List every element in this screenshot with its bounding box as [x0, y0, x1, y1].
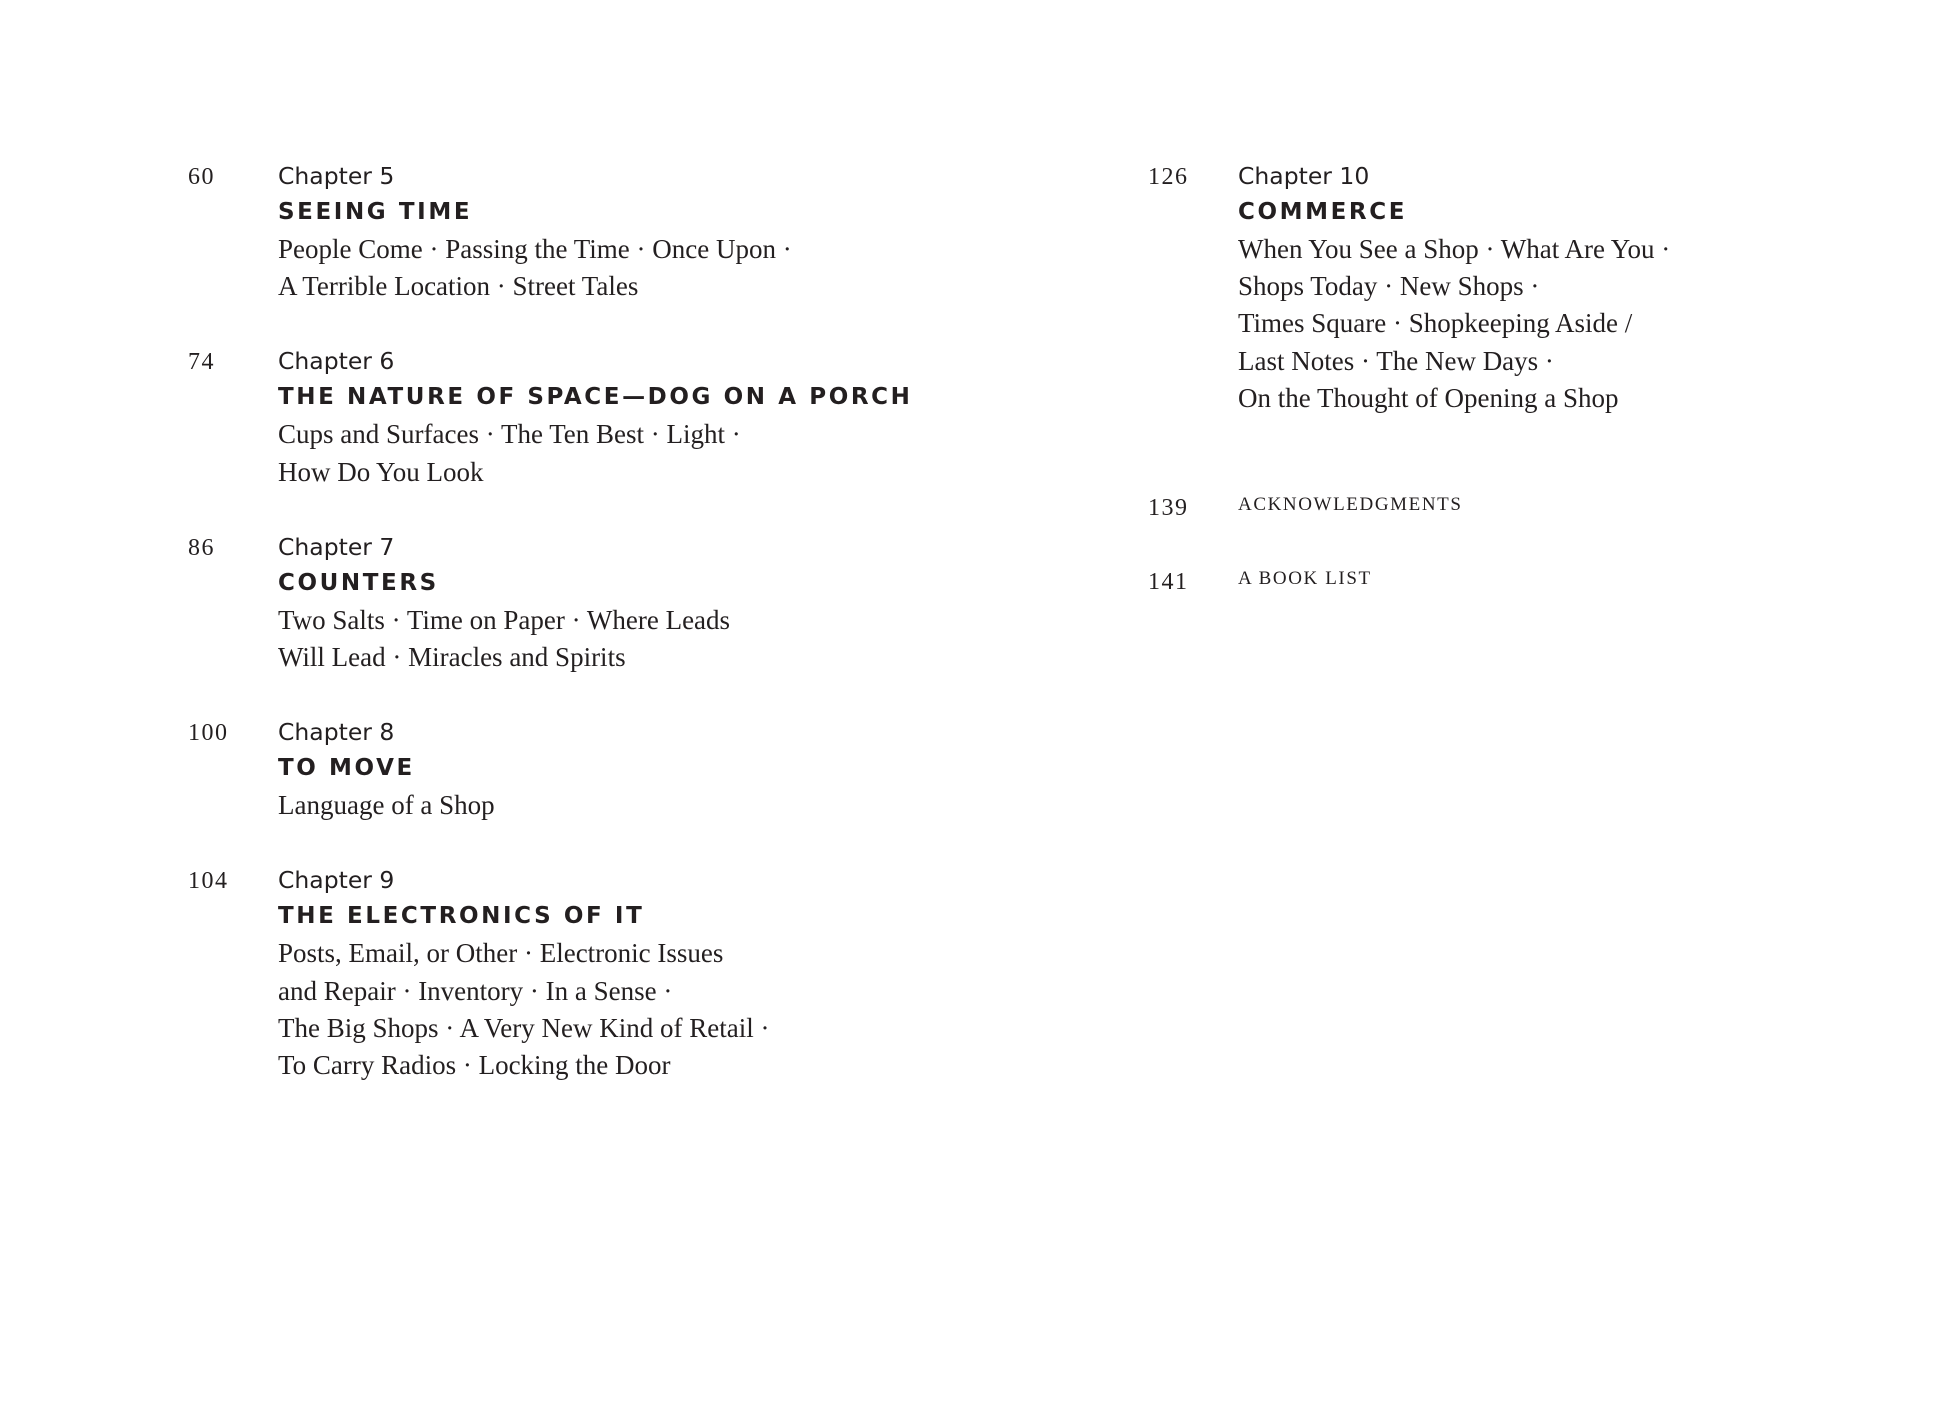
section-list-line: and Repair · Inventory · In a Sense · — [278, 975, 673, 1006]
section-list-line: When You See a Shop · What Are You · — [1238, 234, 1671, 264]
page-number: 104 — [188, 868, 229, 895]
section-list-line: Shops Today · New Shops · — [1238, 271, 1540, 302]
page-number: 100 — [188, 720, 229, 747]
chapter-title: TO MOVE — [278, 755, 415, 782]
toc-entry-chapter-9[interactable] — [188, 862, 1008, 1084]
chapter-title: THE ELECTRONICS OF IT — [278, 903, 645, 930]
back-matter-title: ACKNOWLEDGMENTS — [1238, 494, 1463, 516]
section-list-line: Language of a Shop — [278, 790, 495, 821]
toc-entry-chapter-7[interactable] — [188, 529, 1008, 676]
toc-entry-book-list[interactable] — [1148, 563, 1908, 595]
back-matter-title: A BOOK LIST — [1238, 568, 1372, 590]
toc-entry-chapter-10[interactable] — [1148, 158, 1908, 417]
section-list-line: Posts, Email, or Other · Electronic Issues — [278, 938, 724, 969]
page-number: 126 — [1148, 164, 1189, 190]
toc-right-column — [1148, 158, 1908, 595]
chapter-label: Chapter 6 — [278, 347, 395, 376]
chapter-label: Chapter 5 — [278, 162, 395, 190]
toc-entry-acknowledgments[interactable] — [1148, 489, 1908, 521]
section-list-line: How Do You Look — [278, 456, 484, 487]
section-list-line: Two Salts · Time on Paper · Where Leads — [278, 604, 731, 635]
page-number: 74 — [188, 349, 215, 376]
chapter-label: Chapter 9 — [278, 866, 395, 895]
section-list-line: A Terrible Location · Street Tales — [278, 271, 639, 302]
page-number: 139 — [1148, 495, 1189, 522]
chapter-label: Chapter 7 — [278, 532, 395, 561]
chapter-title: COMMERCE — [1238, 199, 1408, 225]
toc-entry-chapter-6[interactable] — [188, 343, 1008, 490]
section-list-line: The Big Shops · A Very New Kind of Retail · — [278, 1012, 770, 1043]
section-list-line: Will Lead · Miracles and Spirits — [278, 642, 626, 673]
chapter-title: THE NATURE OF SPACE—DOG ON A PORCH — [278, 384, 913, 411]
page-number: 141 — [1148, 569, 1189, 596]
chapter-label: Chapter 8 — [278, 718, 395, 747]
page-number: 60 — [188, 164, 215, 190]
toc-entry-chapter-5[interactable] — [188, 158, 1008, 305]
page-number: 86 — [188, 534, 215, 561]
section-list-line: To Carry Radios · Locking the Door — [278, 1050, 671, 1081]
section-list-line: Cups and Surfaces · The Ten Best · Light · — [278, 419, 741, 450]
toc-entry-chapter-8[interactable] — [188, 714, 1008, 824]
section-list-line: On the Thought of Opening a Shop — [1238, 382, 1619, 413]
section-list-line: Last Notes · The New Days · — [1238, 345, 1554, 376]
section-list-line: People Come · Passing the Time · Once Upon · — [278, 234, 792, 264]
section-list-line: Times Square · Shopkeeping Aside / — [1238, 308, 1633, 339]
chapter-label: Chapter 10 — [1238, 162, 1370, 190]
chapter-title: SEEING TIME — [278, 199, 473, 225]
chapter-title: COUNTERS — [278, 569, 439, 596]
toc-left-column — [188, 158, 1008, 1084]
